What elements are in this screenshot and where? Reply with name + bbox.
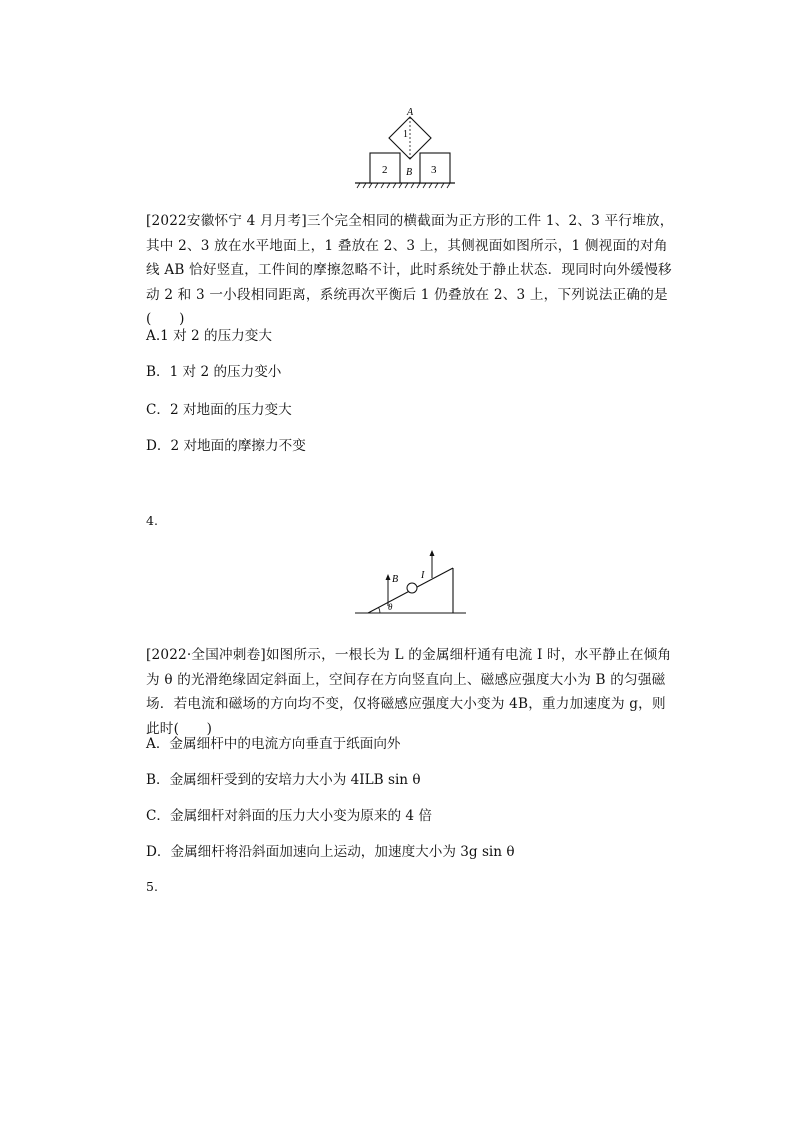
question-4-number: 4. — [146, 513, 158, 528]
question-5-number: 5. — [146, 879, 158, 894]
label-b-field: B — [392, 574, 399, 585]
upper-arrowhead — [430, 550, 435, 556]
q4-option-b: B．金属细杆受到的安培力大小为 4ILB sin θ — [146, 772, 421, 788]
label-2: 2 — [382, 164, 388, 176]
blocks-figure — [350, 104, 470, 192]
question-3-stem: [2022安徽怀宁 4 月月考]三个完全相同的横截面为正方形的工件 1、2、3 平行堆放，其中 2、3 放在水平地面上，1 叠放在 2、3 上，其侧视面如图所示，1 侧视面的对角线 AB 恰好竖直，工件间的摩擦忽略不计，此时系统处于静止状态．现同时向外缓慢移动 2 和 3 一小段相同距离，系统再次平衡后 1 仍叠放在 2、3 上，下列说法正确的是( ) — [146, 213, 674, 327]
q3-option-b: B．1 对 2 的压力变小 — [146, 364, 282, 380]
incline-figure — [350, 548, 470, 618]
q3-option-a: A.1 对 2 的压力变大 — [146, 328, 272, 344]
q3-option-c: C．2 对地面的压力变大 — [146, 402, 292, 418]
angle-arc — [379, 607, 380, 613]
label-1: 1 — [403, 129, 408, 140]
label-a: A — [407, 107, 414, 118]
q4-option-d: D．金属细杆将沿斜面加速向上运动，加速度大小为 3g sin θ — [146, 844, 515, 860]
rod-circle — [407, 583, 417, 593]
question-4-stem: [2022·全国冲刺卷]如图所示，一根长为 L 的金属细杆通有电流 I 时，水平静止在倾角为 θ 的光滑绝缘固定斜面上，空间存在方向竖直向上、磁感应强度大小为 B 的匀强磁场．若电流和磁场的方向均不变，仅将磁感应强度大小变为 4B，重力加速度为 g，则此时( ) — [146, 647, 672, 737]
q3-option-d: D．2 对地面的摩擦力不变 — [146, 438, 306, 454]
q4-option-a: A．金属细杆中的电流方向垂直于纸面向外 — [146, 736, 401, 752]
label-theta: θ — [388, 602, 393, 612]
q4-option-c: C．金属细杆对斜面的压力大小变为原来的 4 倍 — [146, 808, 432, 824]
label-3: 3 — [431, 164, 437, 176]
ground-hatching — [357, 183, 450, 188]
label-current: I — [421, 570, 425, 581]
b-field-arrowhead — [386, 574, 391, 580]
label-b: B — [406, 167, 413, 178]
